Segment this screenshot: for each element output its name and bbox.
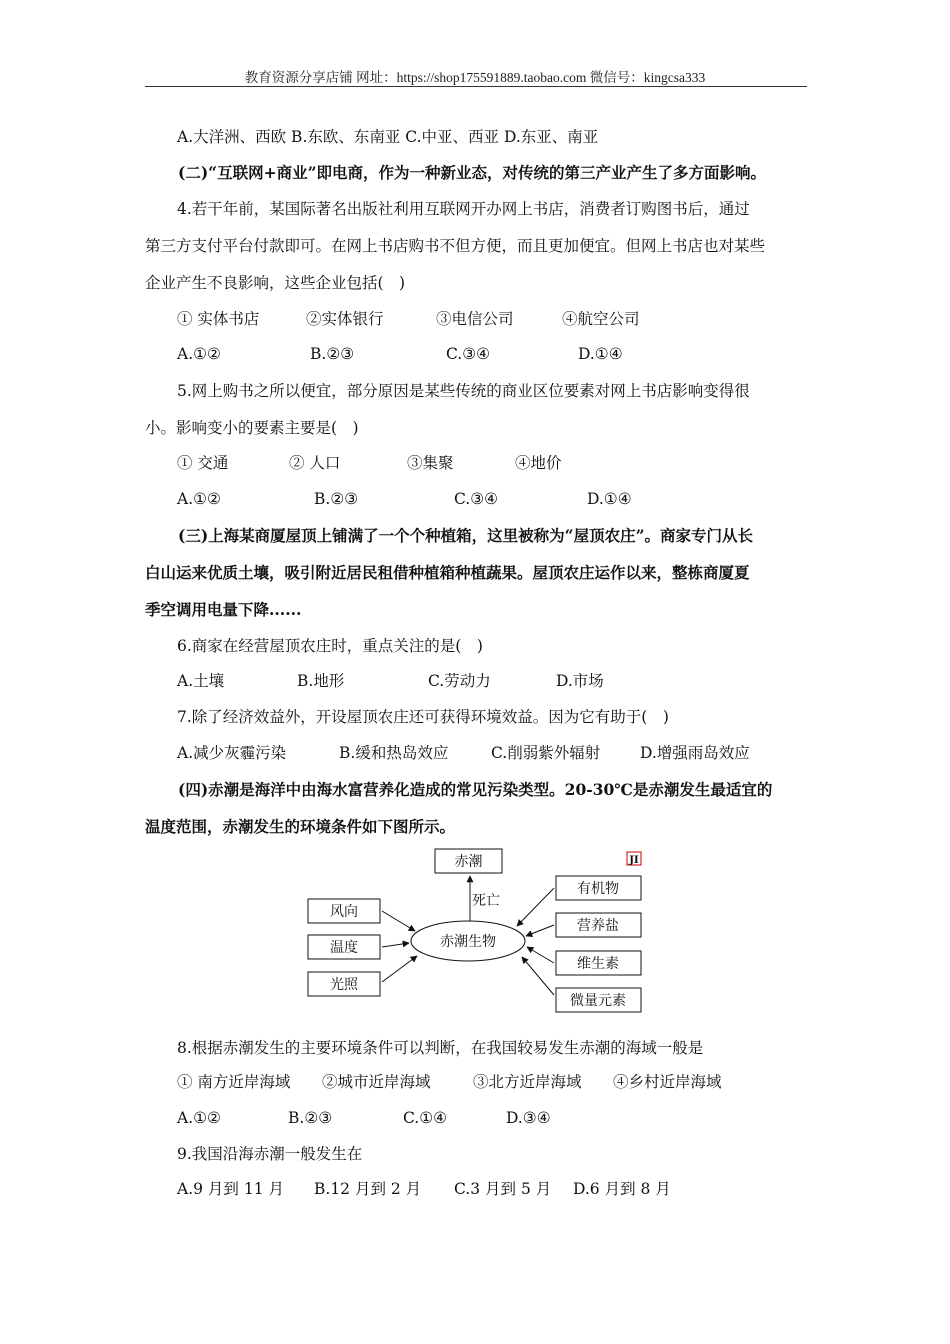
q5-option-a: A.①② — [177, 490, 221, 508]
q3-options: A.大洋洲、西欧 B.东欧、东南亚 C.中亚、西亚 D.东亚、南亚 — [177, 128, 599, 146]
q4-option-c: C.③④ — [446, 345, 491, 363]
factor-box-organic-matter — [556, 876, 641, 900]
q9-option-a: A.9 月到 11 月 — [177, 1180, 284, 1198]
q5-stem-line-1: 5.网上购书之所以便宜，部分原因是某些传统的商业区位要素对网上书店影响变得很 — [177, 382, 750, 400]
q8-stem: 8.根据赤潮发生的主要环境条件可以判断，在我国较易发生赤潮的海域一般是 — [177, 1039, 704, 1057]
factor-temperature-label: 温度 — [330, 940, 358, 956]
section-2-intro: (二)“互联网+商业”即电商，作为一种新业态，对传统的第三产业产生了多方面影响。 — [178, 163, 766, 182]
factor-box-vitamins — [556, 951, 641, 975]
section-3-line-3: 季空调用电量下降...... — [145, 600, 302, 619]
factor-box-trace-elements — [556, 988, 641, 1012]
page-header: 教育资源分享店铺 网址：https://shop175591889.taobao.com 微信号：kingcsa333 — [244, 70, 706, 85]
q4-option-a: A.①② — [177, 345, 221, 363]
q8-item-1: ① 南方近岸海域 — [177, 1073, 291, 1091]
red-tide-label: 赤潮 — [454, 854, 483, 870]
q7-option-b: B.缓和热岛效应 — [339, 744, 449, 762]
q4-stem-line-3: 企业产生不良影响，这些企业包括( ) — [145, 274, 406, 292]
arrow-vitamins — [527, 947, 554, 963]
q4-option-b: B.②③ — [310, 345, 355, 363]
q9-stem: 9.我国沿海赤潮一般发生在 — [177, 1145, 363, 1163]
q6-option-b: B.地形 — [297, 672, 345, 690]
q4-option-d: D.①④ — [578, 345, 623, 363]
q4-stem-line-1: 4.若干年前，某国际著名出版社利用互联网开办网上书店，消费者订购图书后，通过 — [177, 200, 750, 218]
factor-nutrient-salts-label: 营养盐 — [577, 918, 619, 934]
q4-item-2: ②实体银行 — [306, 310, 384, 328]
factor-organic-matter-label: 有机物 — [577, 881, 619, 897]
section-3-line-2: 白山运来优质土壤，吸引附近居民租借种植箱种植蔬果。屋顶农庄运作以来，整栋商厦夏 — [145, 563, 750, 582]
red-tide-organism-label: 赤潮生物 — [440, 934, 496, 950]
arrow-nutrient-salts — [526, 925, 554, 936]
q9-option-b: B.12 月到 2 月 — [314, 1180, 422, 1198]
header-rule — [145, 86, 807, 87]
factor-trace-elements-label: 微量元素 — [570, 993, 626, 1009]
arrow-light — [382, 956, 417, 982]
q5-option-b: B.②③ — [314, 490, 359, 508]
q8-item-3: ③北方近岸海域 — [473, 1073, 582, 1091]
q5-option-c: C.③④ — [454, 490, 499, 508]
q8-option-d: D.③④ — [506, 1109, 551, 1127]
corner-mark-icon — [627, 852, 641, 866]
death-label: 死亡 — [472, 893, 500, 909]
factor-box-light — [308, 972, 380, 996]
red-tide-diagram — [300, 843, 660, 1018]
section-4-line-1: (四)赤潮是海洋中由海水富营养化造成的常见污染类型。20-30℃是赤潮发生最适宜的 — [178, 780, 773, 799]
arrow-temperature — [382, 943, 409, 947]
factor-wind-label: 风向 — [330, 904, 358, 920]
q5-item-3: ③集聚 — [407, 454, 454, 472]
q4-item-1: ① 实体书店 — [177, 310, 260, 328]
red-tide-box — [435, 849, 502, 873]
q5-option-d: D.①④ — [587, 490, 632, 508]
q7-option-a: A.减少灰霾污染 — [177, 744, 287, 762]
q4-item-4: ④航空公司 — [562, 310, 640, 328]
arrow-organic-matter — [517, 888, 554, 926]
arrow-wind — [382, 911, 415, 931]
q5-item-2: ② 人口 — [289, 454, 341, 472]
q5-item-4: ④地价 — [515, 454, 562, 472]
q9-option-c: C.3 月到 5 月 — [454, 1180, 552, 1198]
factor-vitamins-label: 维生素 — [577, 956, 619, 972]
section-4-line-2: 温度范围，赤潮发生的环境条件如下图所示。 — [145, 817, 456, 836]
q8-item-4: ④乡村近岸海域 — [613, 1073, 722, 1091]
q7-option-c: C.削弱紫外辐射 — [491, 744, 601, 762]
red-tide-organism-node — [411, 921, 525, 961]
section-3-line-1: (三)上海某商厦屋顶上铺满了一个个种植箱，这里被称为“屋顶农庄”。商家专门从长 — [178, 526, 754, 545]
q6-option-d: D.市场 — [556, 672, 604, 690]
q8-item-2: ②城市近岸海域 — [322, 1073, 431, 1091]
q6-stem: 6.商家在经营屋顶农庄时，重点关注的是( ) — [177, 637, 483, 655]
q6-option-a: A.土壤 — [177, 672, 225, 690]
q7-stem: 7.除了经济效益外，开设屋顶农庄还可获得环境效益。因为它有助于( ) — [177, 708, 669, 726]
q8-option-c: C.①④ — [403, 1109, 448, 1127]
q4-stem-line-2: 第三方支付平台付款即可。在网上书店购书不但方便，而且更加便宜。但网上书店也对某些 — [145, 237, 766, 255]
factor-box-wind — [308, 899, 380, 923]
q9-option-d: D.6 月到 8 月 — [573, 1180, 671, 1198]
factor-box-nutrient-salts — [556, 913, 641, 937]
q4-item-3: ③电信公司 — [436, 310, 514, 328]
factor-box-temperature — [308, 935, 380, 959]
arrow-trace-elements — [522, 957, 554, 995]
q5-item-1: ① 交通 — [177, 454, 229, 472]
q8-option-a: A.①② — [177, 1109, 221, 1127]
q6-option-c: C.劳动力 — [428, 672, 491, 690]
q7-option-d: D.增强雨岛效应 — [640, 744, 750, 762]
corner-mark-label: JI — [629, 855, 639, 866]
factor-light-label: 光照 — [330, 977, 358, 993]
q8-option-b: B.②③ — [288, 1109, 333, 1127]
q5-stem-line-2: 小。影响变小的要素主要是( ) — [145, 419, 359, 437]
